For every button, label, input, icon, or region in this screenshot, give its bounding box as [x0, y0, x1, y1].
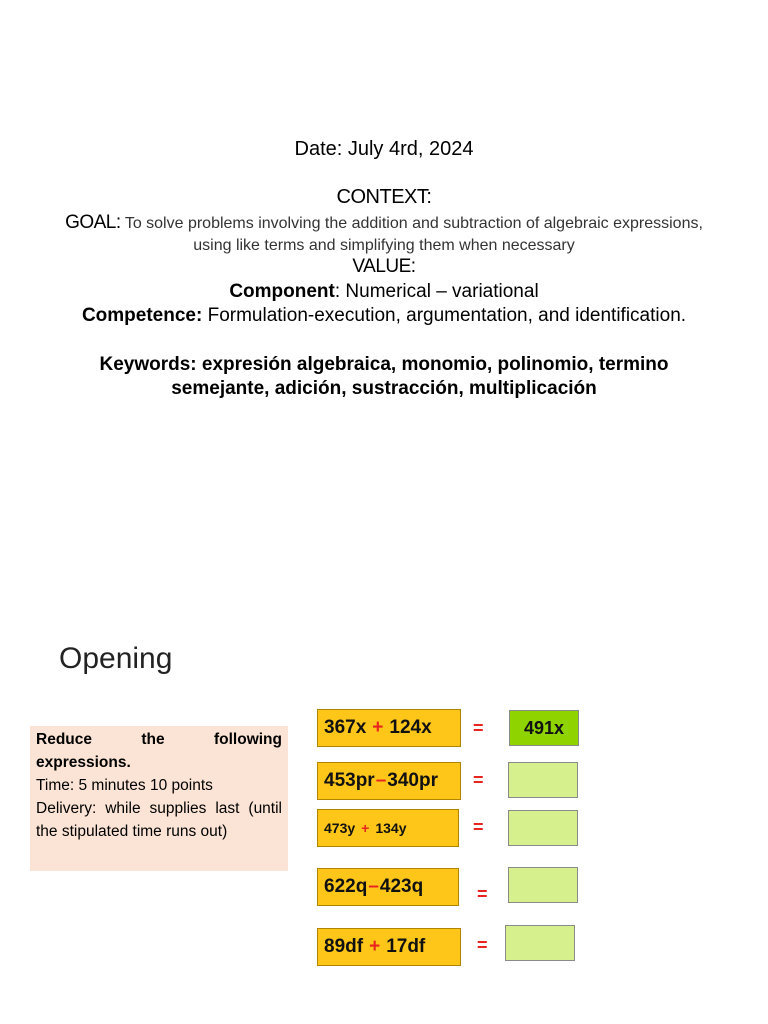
context-heading: CONTEXT:	[336, 186, 432, 208]
operator: +	[369, 936, 381, 957]
competence-label: Competence:	[81, 305, 203, 326]
value-heading: VALUE:	[352, 256, 416, 277]
term: 423q	[379, 876, 424, 897]
component-label: Component	[229, 281, 335, 302]
term: 367x	[324, 717, 367, 738]
term: 17df	[386, 936, 426, 957]
goal-label: GOAL:	[65, 212, 121, 233]
component-line	[0, 281, 768, 303]
answer-box[interactable]	[508, 867, 578, 903]
answer-box[interactable]	[508, 810, 578, 846]
component-text: : Numerical – variational	[334, 281, 539, 302]
operator: –	[375, 770, 387, 791]
term: 340pr	[387, 770, 438, 791]
exercise-panel	[305, 700, 590, 975]
equals-sign: =	[473, 770, 484, 790]
expression-box	[317, 809, 459, 847]
goal-text: To solve problems involving the addition and subtraction of algebraic expressions, using like terms and simplifying them when necessary	[124, 215, 703, 254]
term: 89df	[324, 936, 364, 957]
instructions-delivery: Delivery: while supplies last (until the stipulated time runs out)	[36, 800, 282, 840]
expression-box	[317, 868, 459, 906]
equals-sign: =	[473, 817, 484, 837]
equals-sign: =	[477, 884, 488, 904]
operator: +	[372, 717, 384, 738]
expression-box	[317, 709, 461, 747]
expression-box	[317, 762, 461, 800]
keywords-line: Keywords: expresión algebraica, monomio, polinomio, termino semejante, adición, sustracción, multiplicación	[99, 354, 669, 399]
competence-text: Formulation-execution, argumentation, and identification.	[207, 305, 687, 326]
opening-title: Opening	[59, 642, 173, 675]
operator: +	[361, 820, 370, 836]
operator: –	[368, 876, 379, 897]
equals-sign: =	[477, 935, 488, 955]
term: 453pr	[324, 770, 375, 791]
answer-box[interactable]	[508, 762, 578, 798]
answer-box[interactable]	[505, 925, 575, 961]
term: 134y	[375, 820, 407, 836]
date-line: Date: July 4rd, 2024	[294, 138, 474, 160]
instructions-heading: Reduce the following expressions.	[36, 731, 282, 771]
equals-sign: =	[473, 718, 484, 738]
expression-box	[317, 928, 461, 966]
goal-block	[60, 212, 708, 257]
competence-line	[80, 304, 688, 327]
instructions-time: Time: 5 minutes 10 points	[36, 777, 213, 794]
answer-box[interactable]: 491x	[509, 710, 579, 746]
term: 622q	[324, 876, 368, 897]
instructions-box	[30, 726, 288, 871]
term: 124x	[389, 717, 432, 738]
term: 473y	[324, 820, 356, 836]
